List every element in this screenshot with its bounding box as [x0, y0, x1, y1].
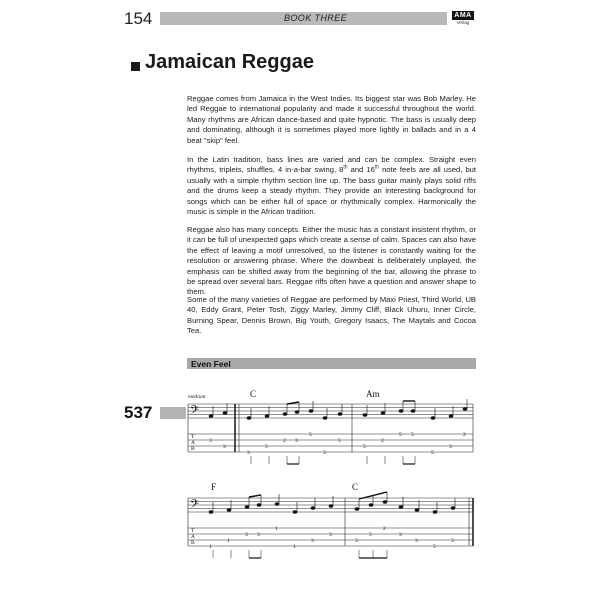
- svg-text:3: 3: [295, 438, 298, 444]
- tab-stems-system-2: [213, 550, 387, 558]
- svg-text:5: 5: [265, 444, 268, 450]
- svg-text:5: 5: [411, 432, 414, 438]
- tab-numbers-system-1: [209, 432, 466, 456]
- superscript-th: th: [343, 164, 348, 171]
- svg-text:2: 2: [463, 432, 466, 438]
- svg-text:3: 3: [355, 538, 358, 544]
- svg-text:2: 2: [383, 526, 386, 532]
- svg-text:3: 3: [209, 438, 212, 444]
- tab-clef-icon: [191, 434, 195, 452]
- paragraph-4: Some of the many varieties of Reggae are performed by Maxi Priest, Third World, UB 40, Eddy Grant, Peter Tosh, Ziggy Marley, Jimmy Cliff, Black Uhuru, Inner Circle, Burning Spear, Dennis Brown, Big Youth, Gregory Isaacs, The Maytals and Cocoa Tea.: [187, 295, 476, 336]
- svg-text:B: B: [191, 540, 195, 546]
- svg-text:1: 1: [209, 544, 212, 550]
- chord-symbol: F: [211, 482, 217, 492]
- page-title: Jamaican Reggae: [145, 51, 314, 73]
- superscript-th: th: [374, 164, 379, 171]
- paragraph-2-part-c: note feels are all used, but usually with a simple rhythm section line up. The bass guitar mainly plays solid riffs and the drums keep a steady rhythm. They provide an interesting background for songs which can be either full of space or rhythmically complex. Harmonically the music is simple in the African tradition.: [187, 165, 476, 217]
- svg-text:5: 5: [309, 432, 312, 438]
- svg-text:5: 5: [363, 444, 366, 450]
- paragraph-2-part-b: and 16: [347, 165, 375, 175]
- svg-text:5: 5: [433, 544, 436, 550]
- svg-text:3: 3: [451, 538, 454, 544]
- svg-text:5: 5: [369, 532, 372, 538]
- svg-text:3: 3: [329, 532, 332, 538]
- book-label: BOOK THREE: [284, 13, 348, 23]
- paragraph-1: Reggae comes from Jamaica in the West Indies. Its biggest star was Bob Marley. He led Reggae to international popularity and made it successful throughout the world. Many rhythms are African dance-based and quite hypnotic. The bass is usually deep and dominating, although it is sometimes played more lightly in ballads and in a 4 beat "skip" feel.: [187, 94, 476, 145]
- example-marker-bar: [160, 407, 186, 419]
- section-label: Even Feel: [191, 359, 231, 369]
- music-system-2: [185, 490, 477, 560]
- music-system-1: [185, 396, 477, 466]
- page-number: 154: [124, 9, 153, 28]
- svg-text:5: 5: [338, 438, 341, 444]
- bass-clef-icon: [190, 405, 199, 420]
- paragraph-3: Reggae also has many concepts. Either the music has a constant insistent rhythm, or it can be full of unexpected gaps which create a sense of calm. Spaces can also have the effect of leaving a motif unresolved, so the listener is constantly waiting for the resolution or answering phrase. Where the downbeat is deliberately unplayed, the emphasis can be shifted away from the beginning of the bar, allowing the phrase to be spread over several bars. Reggae riffs often have a question and answer shape to them.: [187, 225, 476, 297]
- chord-symbol: C: [250, 389, 257, 399]
- chord-symbol: C: [352, 482, 359, 492]
- svg-text:2: 2: [283, 438, 286, 444]
- tab-clef-icon: [191, 528, 195, 546]
- svg-text:5: 5: [399, 432, 402, 438]
- notes-system-1: [209, 399, 467, 420]
- svg-text:2: 2: [381, 438, 384, 444]
- svg-text:3: 3: [247, 450, 250, 456]
- title-bullet-icon: [131, 62, 140, 71]
- svg-text:T: T: [191, 528, 195, 534]
- svg-text:3: 3: [323, 450, 326, 456]
- svg-text:5: 5: [431, 450, 434, 456]
- chord-symbol: Am: [366, 389, 380, 399]
- svg-text:T: T: [191, 434, 195, 440]
- notes-system-2: [209, 492, 455, 514]
- example-number: 537: [124, 403, 153, 422]
- svg-text:3: 3: [257, 532, 260, 538]
- svg-text:B: B: [191, 446, 195, 452]
- svg-text:3: 3: [245, 532, 248, 538]
- svg-text:A: A: [191, 534, 195, 540]
- svg-text:1: 1: [275, 526, 278, 532]
- tab-numbers-system-2: [209, 526, 454, 550]
- svg-text:1: 1: [227, 538, 230, 544]
- svg-text:A: A: [191, 440, 195, 446]
- svg-text:1: 1: [293, 544, 296, 550]
- svg-text:3: 3: [399, 532, 402, 538]
- publisher-logo: [452, 11, 474, 26]
- tab-stems-system-1: [251, 456, 415, 464]
- logo-text: AMA: [452, 11, 474, 20]
- svg-text:3: 3: [223, 444, 226, 450]
- tempo-marking: medium: [188, 394, 206, 400]
- svg-text:𝄢: 𝄢: [190, 405, 200, 420]
- paragraph-2-part-a: In the Latin tradition, bass lines are varied and can be complex. Straight even rhythms, triplets, shuffles, 4 in-a-bar swing, 8: [187, 155, 476, 175]
- svg-text:3: 3: [311, 538, 314, 544]
- logo-subtext: Verlag: [456, 20, 470, 25]
- svg-text:3: 3: [415, 538, 418, 544]
- paragraph-2: [187, 155, 476, 217]
- bass-clef-icon: [190, 499, 199, 514]
- svg-text:𝄢: 𝄢: [190, 499, 200, 514]
- svg-text:3: 3: [449, 444, 452, 450]
